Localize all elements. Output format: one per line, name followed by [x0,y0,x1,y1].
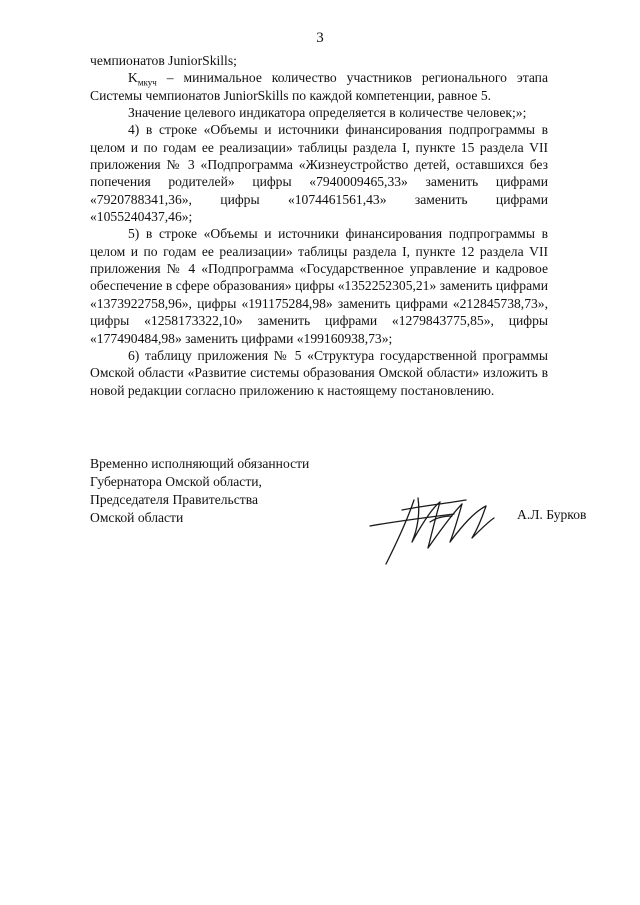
paragraph-kmkuch-definition [90,69,548,104]
symbol-k: K [128,70,138,86]
signatory-name: А.Л. Бурков [517,507,587,522]
page-number: 3 [316,30,324,46]
paragraph-item-4: 4) в строке «Объемы и источники финансирования подпрограммы в целом и по годам ее реализации» таблицы раздела I, пункте 15 раздела VII приложения № 3 «Подпрограмма «Жизнеустройство детей, оставшихся без попечения родителей» цифры «7940009465,33» заменить цифрами «7920788341,36», цифры «1074461561,43» заменить цифрами «1055240437,46»; [90,122,548,225]
handwritten-signature [362,478,512,570]
paragraph-item-5: 5) в строке «Объемы и источники финансирования подпрограммы в целом и по годам ее реализации» таблицы раздела I, пункте 12 раздела VII приложения № 4 «Подпрограмма «Государственное управление и кадровое обеспечение в сфере образования» цифры «1352252305,21» заменить цифрами «1373922758,96», цифры «191175284,98» заменить цифрами «212845738,73», цифры «1258173322,10» заменить цифрами «1279843775,85», цифры «177490484,98» заменить цифрами «199160938,73»; [90,226,548,346]
signatory-line: Председателя Правительства [90,492,258,507]
signatory-line: Губернатора Омской области, [90,474,262,489]
document-body [90,52,548,399]
paragraph-continuation: чемпионатов JuniorSkills; [90,53,237,68]
paragraph-item-6: 6) таблицу приложения № 5 «Структура государственной программы Омской области «Развитие системы образования Омской области» изложить в новой редакции согласно приложению к настоящему постановлению. [90,347,548,398]
signatory-line: Омской области [90,510,184,525]
definition-text: – минимальное количество участников регионального этапа Системы чемпионатов JuniorSkills по каждой компетенции, равное 5. [90,70,548,103]
symbol-subscript: мкуч [137,78,157,89]
paragraph-indicator-value: Значение целевого индикатора определяется в количестве человек;»; [128,105,527,121]
signatory-title [90,455,340,527]
signatory-line: Временно исполняющий обязанности [90,456,310,471]
